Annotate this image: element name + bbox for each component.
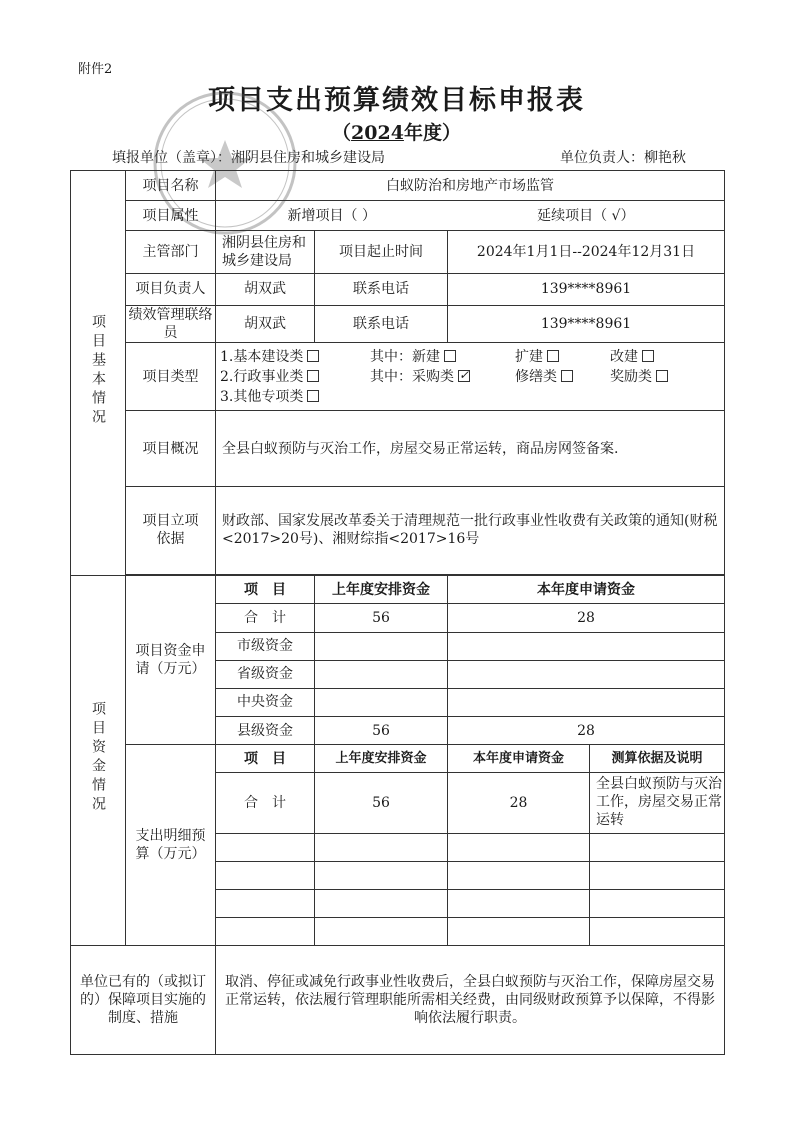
dept-label: 主管部门	[126, 231, 216, 273]
project-name-label: 项目名称	[126, 171, 216, 201]
year-open: （	[332, 122, 352, 144]
fill-unit: 填报单位（盖章）：湘阴县住房和城乡建设局	[112, 150, 385, 166]
attachment-label: 附件2	[78, 62, 113, 77]
dept-value: 湘阴县住房和城乡建设局	[216, 231, 315, 273]
checkbox	[656, 370, 668, 382]
fund-row-name: 县级资金	[216, 717, 315, 745]
period-label: 项目起止时间	[315, 231, 448, 273]
checkbox	[561, 370, 573, 382]
basic-section-label: 项目基本情况	[71, 171, 126, 576]
leader-phone: 139****8961	[448, 273, 725, 305]
contact-phone-label: 联系电话	[315, 305, 448, 342]
detail-col-item: 项 目	[216, 745, 315, 773]
detail-col-last: 上年度安排资金	[315, 745, 448, 773]
unit-responsible: 单位负责人：柳艳秋	[560, 150, 686, 166]
checkbox	[642, 350, 654, 362]
project-name-value: 白蚁防治和房地产市场监管	[216, 171, 725, 201]
type-label: 项目类型	[126, 342, 216, 410]
detail-budget-label: 支出明细预算（万元）	[126, 745, 216, 946]
detail-total-basis: 全县白蚁预防与灭治工作，房屋交易正常运转	[590, 773, 725, 833]
detail-col-basis: 测算依据及说明	[590, 745, 725, 773]
col-last-year-header: 上年度安排资金	[315, 576, 448, 604]
col-item-header: 项 目	[216, 576, 315, 604]
col-this-year-header: 本年度申请资金	[448, 576, 725, 604]
basis-value: 财政部、国家发展改革委关于清理规范一批行政事业性收费有关政策的通知(财税<2017>20号)、湘财综指<2017>16号	[216, 486, 725, 575]
project-attr-label: 项目属性	[126, 201, 216, 231]
year-close: 年度）	[403, 122, 461, 144]
attr-new: 新增项目（ ）	[216, 201, 448, 231]
funds-section-label: 项目资金情况	[71, 576, 126, 946]
checked-checkbox	[458, 370, 470, 382]
leader-phone-label: 联系电话	[315, 273, 448, 305]
overview-label: 项目概况	[126, 411, 216, 486]
checkbox	[444, 350, 456, 362]
detail-total-last: 56	[315, 773, 448, 833]
declaration-table	[70, 170, 725, 1055]
leader-value: 胡双武	[216, 273, 315, 305]
overview-value: 全县白蚁预防与灭治工作，房屋交易正常运转，商品房网签备案.	[216, 411, 725, 486]
detail-total-name: 合 计	[216, 773, 315, 833]
fund-row-last: 56	[315, 604, 448, 632]
fund-row-this: 28	[448, 717, 725, 745]
measures-label: 单位已有的（或拟订的）保障项目实施的制度、措施	[71, 946, 216, 1055]
contact-phone: 139****8961	[448, 305, 725, 342]
attr-continue: 延续项目（ √）	[448, 201, 725, 231]
fund-row-name: 市级资金	[216, 632, 315, 660]
form-year	[0, 118, 793, 145]
funds-apply-label: 项目资金申请（万元）	[126, 576, 216, 745]
detail-total-this: 28	[448, 773, 590, 833]
fund-row-this	[448, 632, 725, 660]
fund-row-name: 合 计	[216, 604, 315, 632]
fund-row-this	[448, 660, 725, 688]
fund-row-name: 省级资金	[216, 660, 315, 688]
fund-row-this: 28	[448, 604, 725, 632]
leader-label: 项目负责人	[126, 273, 216, 305]
measures-value: 取消、停征或减免行政事业性收费后，全县白蚁预防与灭治工作，保障房屋交易正常运转，依法履行管理职能所需相关经费，由同级财政预算予以保障，不得影响依法履行职责。	[216, 946, 725, 1055]
detail-col-this: 本年度申请资金	[448, 745, 590, 773]
checkbox	[547, 350, 559, 362]
fund-row-last	[315, 632, 448, 660]
fund-row-last: 56	[315, 717, 448, 745]
contact-label: 绩效管理联络员	[126, 305, 216, 342]
fund-row-name: 中央资金	[216, 688, 315, 716]
year-value: 2024	[351, 122, 404, 144]
fund-row-this	[448, 688, 725, 716]
project-type-options: 1.基本建设类 其中：新建 扩建 改建 2.行政事业类 其中：采购类✓ 修缮类 奖励类 3.其他专项类	[216, 342, 725, 410]
fund-row-last	[315, 688, 448, 716]
checkbox	[307, 390, 319, 402]
basis-label: 项目立项依据	[126, 486, 216, 575]
checkbox	[307, 370, 319, 382]
period-value: 2024年1月1日--2024年12月31日	[448, 231, 725, 273]
contact-value: 胡双武	[216, 305, 315, 342]
form-title: 项目支出预算绩效目标申报表	[208, 85, 585, 116]
checkbox	[307, 350, 319, 362]
fund-row-last	[315, 660, 448, 688]
